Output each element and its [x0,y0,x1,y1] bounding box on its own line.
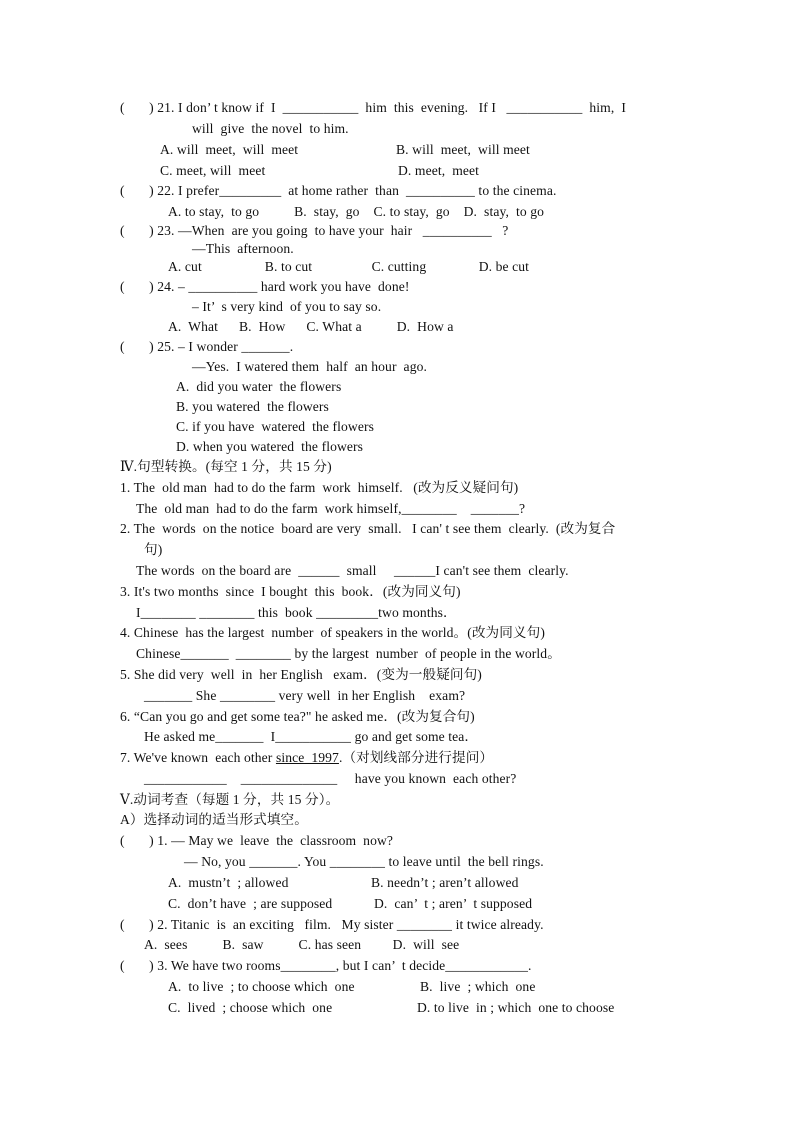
s4-item-7-post: .（对划线部分进行提问） [338,750,494,765]
q21-option-b: B. will meet, will meet [396,142,530,157]
s5-q2-options: A. sees B. saw C. has seen D. will see [144,937,460,952]
q22-stem: ( ) 22. I prefer_________ at home rather than __________ to the cinema. [120,183,557,198]
s4-item-1-answer: The old man had to do the farm work himself,________ _______? [136,501,526,516]
q21-option-c: C. meet, will meet [160,163,266,178]
s4-item-2: 2. The words on the notice board are very small. I can' t see them clearly. (改为复合 [120,521,616,536]
q21-option-d: D. meet, meet [398,163,480,178]
s4-item-5-answer: _______ She ________ very well in her English exam? [144,688,466,703]
s4-item-1: 1. The old man had to do the farm work himself. (改为反义疑问句) [120,480,519,495]
q23-options: A. cut B. to cut C. cutting D. be cut [168,259,530,274]
s5-q1-reply: — No, you _______. You ________ to leave until the bell rings. [184,854,544,869]
q25-option-d: D. when you watered the flowers [176,439,364,454]
section-4-title: Ⅳ.句型转换。(每空 1 分，共 15 分) [120,459,332,474]
section-5-subtitle: A）选择动词的适当形式填空。 [120,812,308,827]
q23-stem: ( ) 23. —When are you going to have your hair __________ ? [120,223,509,238]
s5-q1-option-b: B. needn’t ; aren’t allowed [371,875,519,890]
q21-stem: ( ) 21. I don’ t know if I ___________ him this evening. If I ___________ him, I [120,100,626,115]
q25-stem: ( ) 25. – I wonder _______. [120,339,294,354]
s5-q1-stem: ( ) 1. — May we leave the classroom now? [120,833,394,848]
s4-item-4: 4. Chinese has the largest number of speakers in the world。(改为同义句) [120,625,545,640]
q24-options: A. What B. How C. What a D. How a [168,319,454,334]
s4-item-6: 6. “Can you go and get some tea?" he asked me．(改为复合句) [120,709,475,724]
s5-q1-option-a: A. mustn’t ; allowed [168,875,289,890]
q25-option-a: A. did you water the flowers [176,379,342,394]
q25-reply: —Yes. I watered them half an hour ago. [192,359,427,374]
s4-item-7-answer: ____________ ______________ have you known each other? [144,771,517,786]
s5-q1-option-c: C. don’t have ; are supposed [168,896,333,911]
s4-item-7 [120,749,493,767]
s4-item-2-answer: The words on the board are ______ small ______I can't see them clearly. [136,563,569,578]
q21-option-a: A. will meet, will meet [160,142,299,157]
q25-option-b: B. you watered the flowers [176,399,329,414]
section-5-title: Ⅴ.动词考查（每题 1 分，共 15 分）。 [120,792,340,807]
q24-stem: ( ) 24. – __________ hard work you have done! [120,279,410,294]
s5-q3-stem: ( ) 3. We have two rooms________, but I can’ t decide____________. [120,958,532,973]
s5-q1-option-d: D. can’ t ; aren’ t supposed [374,896,533,911]
s4-item-6-answer: He asked me_______ I___________ go and get some tea． [144,729,479,744]
s4-item-3-answer: I________ ________ this book _________two months． [136,605,457,620]
s5-q3-option-c: C. lived ; choose which one [168,1000,333,1015]
q24-reply: – It’ s very kind of you to say so. [192,299,382,314]
s4-item-5: 5. She did very well in her English exam．(变为一般疑问句) [120,667,482,682]
s5-q3-option-d: D. to live in ; which one to choose [417,1000,615,1015]
q23-reply: —This afternoon. [192,241,294,256]
s4-item-3: 3. It's two months since I bought this book．(改为同义句) [120,584,461,599]
s5-q3-option-a: A. to live ; to choose which one [168,979,355,994]
q22-options: A. to stay, to go B. stay, go C. to stay, go D. stay, to go [168,204,545,219]
s5-q3-option-b: B. live ; which one [420,979,536,994]
s4-item-7-pre: 7. We've known each other [120,750,276,765]
q25-option-c: C. if you have watered the flowers [176,419,375,434]
s5-q2-stem: ( ) 2. Titanic is an exciting film. My sister ________ it twice already. [120,917,544,932]
s4-item-7-underlined: since 1997 [275,750,339,765]
q21-stem-cont: will give the novel to him. [192,121,349,136]
s4-item-4-answer: Chinese_______ ________ by the largest number of people in the world。 [136,646,561,661]
s4-item-2-cont: 句) [144,542,163,557]
